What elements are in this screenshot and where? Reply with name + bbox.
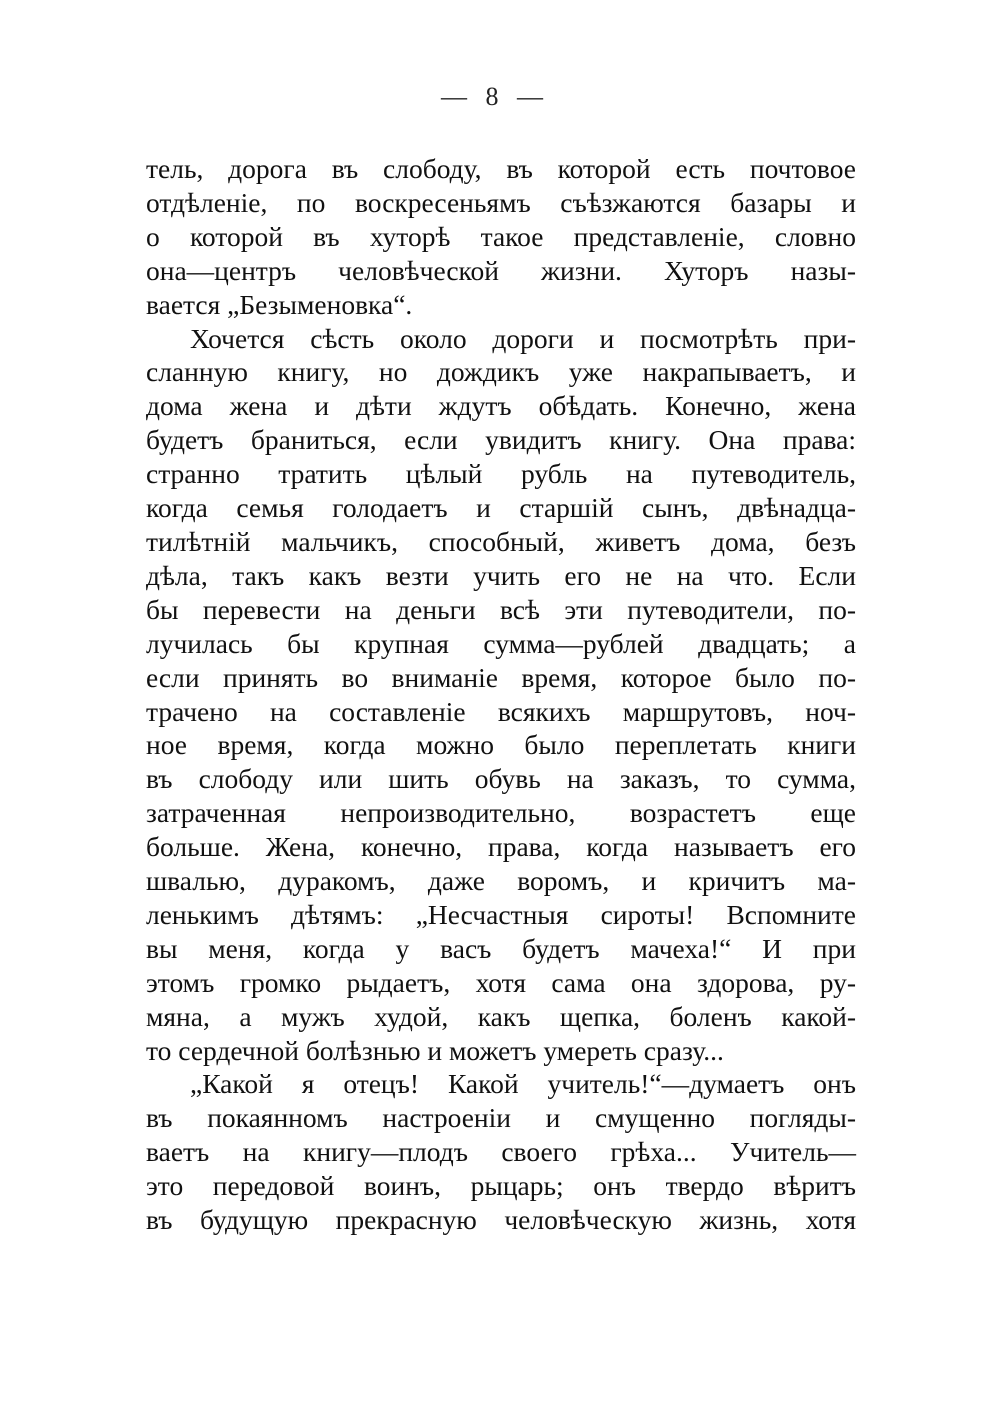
text-line: бы перевести на деньги всѣ эти путеводители, по- — [146, 593, 856, 625]
text-line: она—центръ человѣческой жизни. Хуторъ назы- — [146, 254, 856, 286]
text-line: въ покаянномъ настроеніи и смущенно погляды- — [146, 1102, 856, 1134]
text-line: „Какой я отецъ! Какой учитель!“—думаетъ онъ — [190, 1068, 856, 1100]
text-line: больше. Жена, конечно, права, когда называетъ его — [146, 831, 856, 863]
text-line: тилѣтній мальчикъ, способный, живетъ дома, безъ — [146, 525, 856, 557]
text-line: когда семья голодаетъ и старшій сынъ, двѣнадца- — [146, 492, 856, 524]
text-line: о которой въ хуторѣ такое представленіе, словно — [146, 220, 856, 252]
text-line: то сердечной болѣзнью и можетъ умереть сразу... — [146, 1034, 724, 1066]
text-line: ваетъ на книгу—плодъ своего грѣха... Учитель— — [146, 1136, 856, 1168]
text-line: трачено на составленіе всякихъ маршрутовъ, ноч- — [146, 695, 856, 727]
text-line: вается „Безыменовка“. — [146, 288, 413, 320]
text-line: если принять во вниманіе время, которое было по- — [146, 661, 856, 693]
text-line: вы меня, когда у васъ будетъ мачеха!“ И при — [146, 932, 856, 964]
page-number: — 8 — — [441, 82, 549, 111]
text-line: въ слободу или шить обувь на заказъ, то сумма, — [146, 763, 856, 795]
body-text — [146, 152, 856, 1237]
text-line: это передовой воинъ, рыцарь; онъ твердо вѣритъ — [146, 1170, 856, 1202]
text-line: ное время, когда можно было переплетать книги — [146, 729, 856, 761]
text-line: лучилась бы крупная сумма—рублей двадцать; а — [146, 627, 856, 659]
text-line: этомъ громко рыдаетъ, хотя сама она здорова, ру- — [146, 966, 856, 998]
text-line: тель, дорога въ слободу, въ которой есть почтовое — [146, 153, 856, 184]
text-line: ленькимъ дѣтямъ: „Несчастныя сироты! Вспомните — [146, 898, 856, 930]
text-line: дѣла, такъ какъ везти учить его не на что. Если — [146, 559, 856, 591]
text-line: затраченная непроизводительно, возрастетъ еще — [146, 797, 856, 829]
text-line: будетъ браниться, если увидитъ книгу. Она права: — [146, 424, 856, 456]
text-line: мяна, а мужъ худой, какъ щепка, боленъ какой- — [146, 1000, 856, 1032]
text-line: отдѣленіе, по воскресеньямъ съѣзжаются базары и — [146, 186, 856, 218]
text-line: швалью, дуракомъ, даже воромъ, и кричитъ ма- — [146, 865, 856, 897]
text-line: Хочется сѣсть около дороги и посмотрѣть при- — [190, 322, 856, 354]
text-line: въ будущую прекрасную человѣческую жизнь, хотя — [146, 1204, 856, 1236]
text-line: сланную книгу, но дождикъ уже накрапываетъ, и — [146, 356, 856, 388]
text-line: странно тратить цѣлый рубль на путеводитель, — [146, 458, 856, 490]
text-line: дома жена и дѣти ждутъ обѣдать. Конечно, жена — [146, 390, 856, 422]
